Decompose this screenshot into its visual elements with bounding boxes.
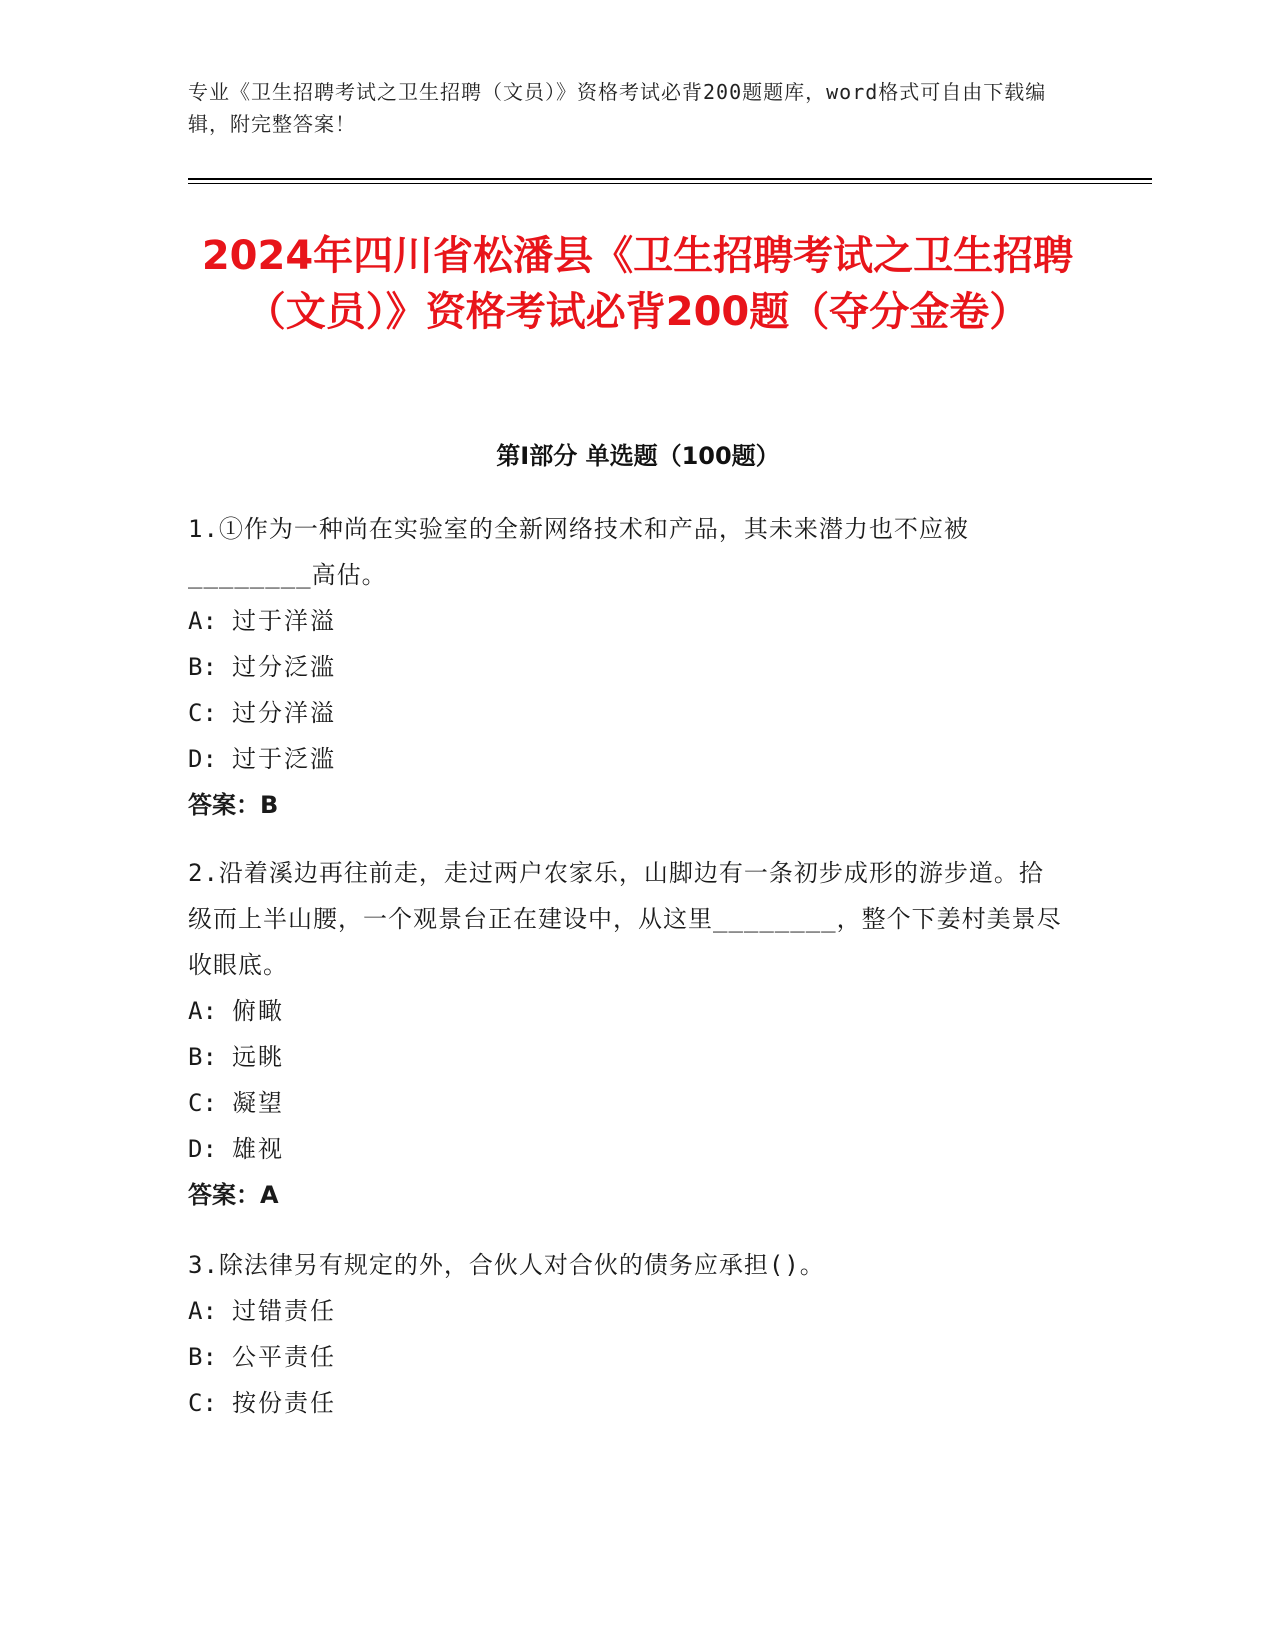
option-b: [188, 1334, 1068, 1380]
option-text: 公平责任: [232, 1343, 336, 1371]
option-text: 远眺: [232, 1043, 284, 1071]
option-a: [188, 1288, 1068, 1334]
option-c: [188, 1080, 1068, 1126]
option-text: 过错责任: [232, 1297, 336, 1325]
answer: 答案：B: [188, 791, 279, 819]
option-text: 过于泛滥: [232, 745, 336, 773]
option-key: B:: [188, 1343, 217, 1371]
option-key: D:: [188, 745, 217, 773]
option-b: [188, 644, 1068, 690]
option-key: A:: [188, 997, 217, 1025]
option-b: [188, 1034, 1068, 1080]
header-divider-thin: [188, 183, 1152, 184]
header-divider-thick: [188, 178, 1152, 180]
option-text: 雄视: [232, 1135, 284, 1163]
answer: 答案：A: [188, 1181, 279, 1209]
option-c: [188, 1380, 1068, 1426]
option-key: B:: [188, 1043, 217, 1071]
option-key: D:: [188, 1135, 217, 1163]
option-text: 按份责任: [232, 1389, 336, 1417]
option-key: A:: [188, 1297, 217, 1325]
option-text: 凝望: [232, 1089, 284, 1117]
option-key: C:: [188, 1089, 217, 1117]
question-stem: 1.①作为一种尚在实验室的全新网络技术和产品，其未来潜力也不应被________高估。: [188, 515, 969, 589]
option-text: 过分洋溢: [232, 699, 336, 727]
option-key: B:: [188, 653, 217, 681]
option-key: A:: [188, 607, 217, 635]
question-3: [188, 1242, 1068, 1426]
option-text: 俯瞰: [232, 997, 284, 1025]
option-text: 过于洋溢: [232, 607, 336, 635]
document-title: 2024年四川省松潘县《卫生招聘考试之卫生招聘（文员）》资格考试必背200题（夺分金卷）: [201, 233, 1074, 335]
option-key: C:: [188, 1389, 217, 1417]
question-stem: 2.沿着溪边再往前走，走过两户农家乐，山脚边有一条初步成形的游步道。拾级而上半山腰，一个观景台正在建设中，从这里________，整个下姜村美景尽收眼底。: [188, 859, 1062, 979]
question-1: [188, 506, 1068, 828]
header-note: 专业《卫生招聘考试之卫生招聘（文员）》资格考试必背200题题库，word格式可自由下载编辑，附完整答案！: [188, 80, 1047, 136]
question-stem: 3.除法律另有规定的外，合伙人对合伙的债务应承担()。: [188, 1251, 825, 1279]
option-d: [188, 736, 1068, 782]
option-d: [188, 1126, 1068, 1172]
option-c: [188, 690, 1068, 736]
option-a: [188, 988, 1068, 1034]
option-a: [188, 598, 1068, 644]
section-title: 第Ⅰ部分 单选题（100题）: [496, 442, 780, 470]
option-key: C:: [188, 699, 217, 727]
option-text: 过分泛滥: [232, 653, 336, 681]
question-2: [188, 850, 1068, 1218]
